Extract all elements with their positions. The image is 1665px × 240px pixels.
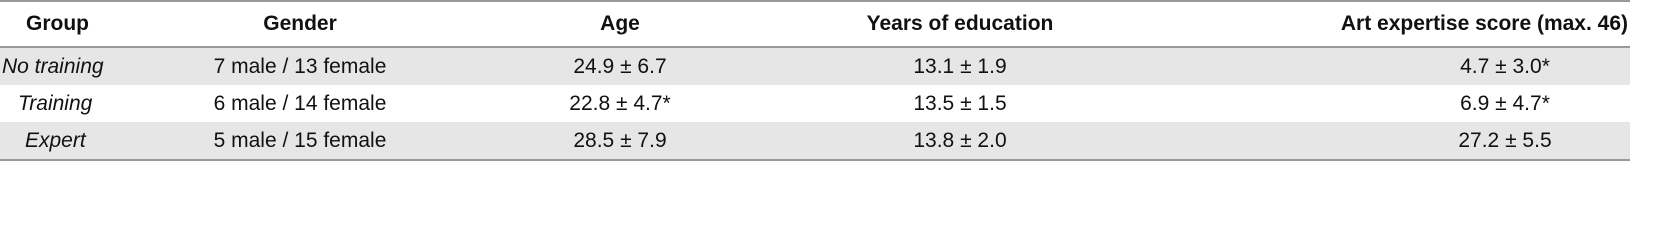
cell-gender: 7 male / 13 female [150, 47, 450, 85]
cell-group: Expert [0, 122, 150, 160]
cell-group: No training [0, 47, 150, 85]
header-art-expertise: Art expertise score (max. 46) [1130, 1, 1630, 47]
header-gender: Gender [150, 1, 450, 47]
cell-art-expertise: 4.7 ± 3.0* [1130, 47, 1630, 85]
cell-gender: 6 male / 14 female [213, 91, 387, 115]
cell-art-expertise: 6.9 ± 4.7* [1460, 91, 1550, 115]
table-header [0, 1, 1630, 47]
table-row [0, 85, 1630, 122]
cell-art-expertise: 27.2 ± 5.5 [1130, 122, 1630, 160]
header-education: Years of education [790, 1, 1130, 47]
cell-education: 13.1 ± 1.9 [790, 47, 1130, 85]
header-row [0, 1, 1630, 47]
cell-age: 22.8 ± 4.7* [569, 91, 671, 115]
cell-age: 24.9 ± 6.7 [450, 47, 790, 85]
cell-age: 28.5 ± 7.9 [450, 122, 790, 160]
table-row [0, 47, 1630, 85]
cell-education: 13.5 ± 1.5 [913, 91, 1007, 115]
header-group: Group [0, 1, 150, 47]
cell-education: 13.8 ± 2.0 [790, 122, 1130, 160]
cell-group: Training [18, 91, 93, 115]
table-row [0, 122, 1630, 160]
table-body [0, 47, 1630, 160]
header-age: Age [450, 1, 790, 47]
cell-gender: 5 male / 15 female [150, 122, 450, 160]
